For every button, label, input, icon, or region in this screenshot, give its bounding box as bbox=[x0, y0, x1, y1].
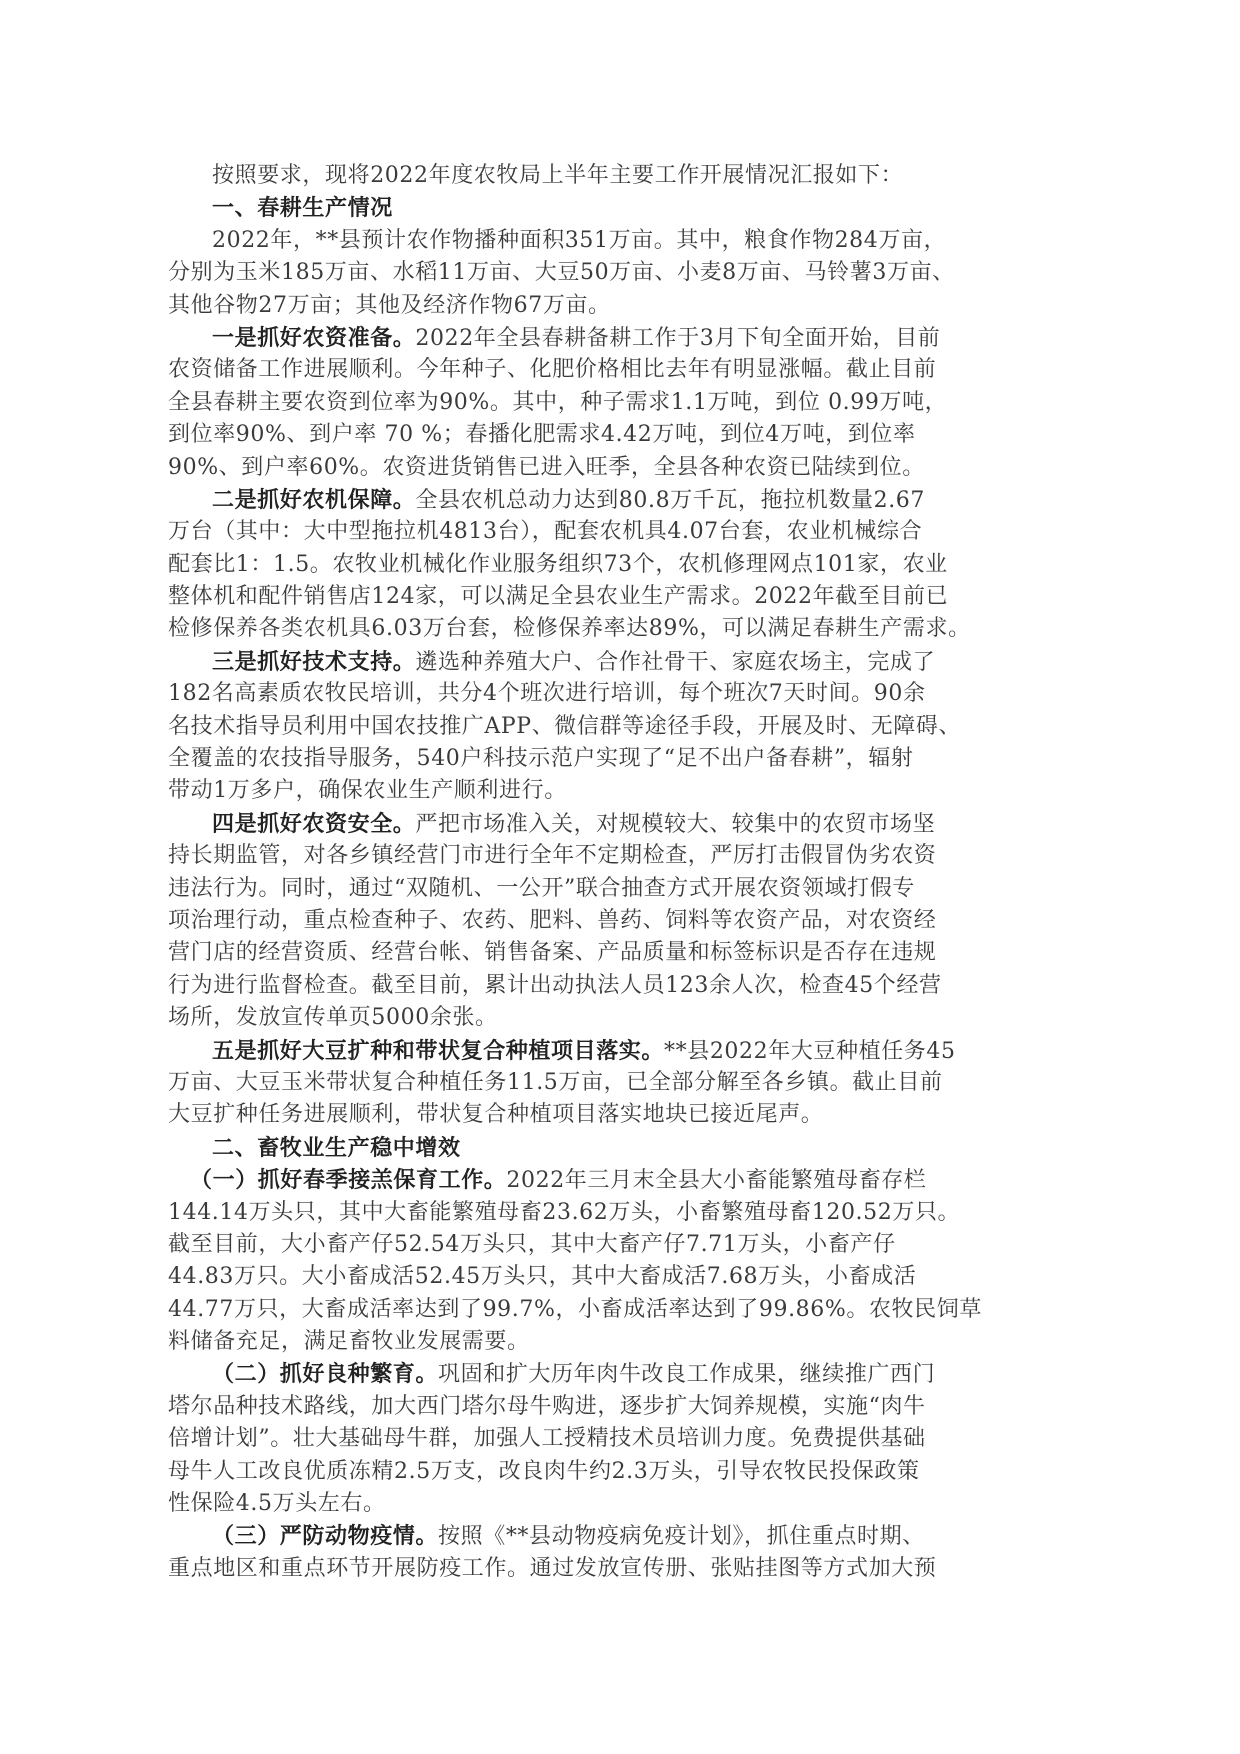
paragraph-lead: 二是抓好农机保障。 bbox=[212, 486, 416, 513]
overview-line: 分别为玉米185万亩、水稻11万亩、大豆50万亩、小麦8万亩、马铃薯3万亩、 bbox=[168, 260, 955, 286]
section-heading-livestock: 二、畜牧业生产稳中增效 bbox=[212, 1134, 461, 1161]
paragraph-line: 144.14万头只，其中大畜能繁殖母畜23.62万头，小畜繁殖母畜120.52万只。 bbox=[168, 1199, 961, 1225]
paragraph-text: 按照《**县动物疫病免疫计划》，抓住重点时期、 bbox=[438, 1524, 925, 1550]
paragraph-line: 营门店的经营资质、经营台帐、销售备案、产品质量和标签标识是否存在违规 bbox=[168, 940, 937, 966]
paragraph-line: 大豆扩种任务进展顺利，带状复合种植项目落实地块已接近尾声。 bbox=[168, 1102, 824, 1128]
paragraph-line: 带动1万多户，确保农业生产顺利进行。 bbox=[168, 778, 567, 804]
paragraph-breeding bbox=[168, 1358, 1048, 1390]
paragraph-line: 全县春耕主要农资到位率为90%。其中，种子需求1.1万吨，到位 0.99万吨， bbox=[168, 389, 948, 415]
paragraph-line: 料储备充足，满足畜牧业发展需要。 bbox=[168, 1329, 530, 1355]
paragraph-epidemic-prevention bbox=[168, 1520, 1048, 1552]
paragraph-line: 场所，发放宣传单页5000余张。 bbox=[168, 1005, 498, 1031]
paragraph-lead: （一）抓好春季接羔保育工作。 bbox=[190, 1167, 507, 1194]
paragraph-line: 塔尔品种技术路线，加大西门塔尔母牛购进，逐步扩大饲养规模，实施“肉牛 bbox=[168, 1393, 926, 1419]
paragraph-lead: （三）严防动物疫情。 bbox=[212, 1523, 439, 1550]
paragraph-line: 持长期监管，对各乡镇经营门市进行全年不定期检查，严厉打击假冒伪劣农资 bbox=[168, 843, 937, 869]
paragraph-line: 整体机和配件销售店124家，可以满足全县农业生产需求。2022年截至目前已 bbox=[168, 584, 949, 610]
paragraph-text: 遴选种养殖大户、合作社骨干、家庭农场主，完成了 bbox=[415, 649, 936, 675]
paragraph-text: 严把市场准入关，对规模较大、较集中的农贸市场坚 bbox=[415, 811, 936, 837]
paragraph-supply-safety bbox=[168, 808, 1048, 840]
paragraph-line: 配套比1：1.5。农牧业机械化作业服务组织73个，农机修理网点101家，农业 bbox=[168, 551, 948, 577]
paragraph-tech-support bbox=[168, 646, 1048, 678]
paragraph-line: 44.77万只，大畜成活率达到了99.7%，小畜成活率达到了99.86%。农牧民饲草 bbox=[168, 1296, 982, 1322]
section-heading-spring-farming: 一、春耕生产情况 bbox=[212, 195, 393, 222]
paragraph-text: 2022年全县春耕备耕工作于3月下旬全面开始，目前 bbox=[415, 325, 941, 351]
paragraph-line: 截至目前，大小畜产仔52.54万头只，其中大畜产仔7.71万头，小畜产仔 bbox=[168, 1231, 896, 1257]
paragraph-text: 全县农机总动力达到80.8万千瓦，拖拉机数量2.67 bbox=[415, 487, 925, 513]
paragraph-line: 万台（其中：大中型拖拉机4813台），配套农机具4.07台套，农业机械综合 bbox=[168, 519, 923, 545]
paragraph-line: 182名高素质农牧民培训，共分4个班次进行培训，每个班次7天时间。90余 bbox=[168, 681, 926, 707]
paragraph-line: 项治理行动，重点检查种子、农药、肥料、兽药、饲料等农资产品，对农资经 bbox=[168, 907, 937, 933]
intro-paragraph: 按照要求，现将2022年度农牧局上半年主要工作开展情况汇报如下： bbox=[212, 163, 904, 188]
overview-line: 2022年，**县预计农作物播种面积351万亩。其中，粮食作物284万亩， bbox=[212, 227, 947, 253]
paragraph-text: 2022年三月末全县大小畜能繁殖母畜存栏 bbox=[506, 1168, 927, 1194]
paragraph-line: 全覆盖的农技指导服务，540户科技示范户实现了“足不出户备春耕”，辐射 bbox=[168, 746, 914, 772]
paragraph-line: 名技术指导员利用中国农技推广APP、微信群等途径手段，开展及时、无障碍、 bbox=[168, 713, 962, 739]
paragraph-line: 违法行为。同时，通过“双随机、一公开”联合抽查方式开展农资领域打假专 bbox=[168, 875, 915, 901]
paragraph-agri-supplies bbox=[168, 322, 1048, 354]
paragraph-line: 44.83万只。大小畜成活52.45万头只，其中大畜成活7.68万头，小畜成活 bbox=[168, 1264, 917, 1290]
paragraph-soybean-planting bbox=[168, 1035, 1048, 1067]
overview-line: 其他谷物27万亩；其他及经济作物67万亩。 bbox=[168, 292, 611, 318]
paragraph-line: 万亩、大豆玉米带状复合种植任务11.5万亩，已全部分解至各乡镇。截止目前 bbox=[168, 1069, 943, 1095]
paragraph-lead: 一是抓好农资准备。 bbox=[212, 324, 416, 351]
paragraph-line: 行为进行监督检查。截至目前，累计出动执法人员123余人次，检查45个经营 bbox=[168, 972, 942, 998]
paragraph-lead: （二）抓好良种繁育。 bbox=[212, 1361, 439, 1388]
document-page bbox=[168, 160, 1048, 1585]
paragraph-machinery bbox=[168, 484, 1048, 516]
paragraph-line: 到位率90%、到户率 70 %；春播化肥需求4.42万吨，到位4万吨，到位率 bbox=[168, 422, 916, 448]
paragraph-line: 90%、到户率60%。农资进货销售已进入旺季，全县各种农资已陆续到位。 bbox=[168, 454, 925, 480]
paragraph-lead: 四是抓好农资安全。 bbox=[212, 810, 416, 837]
paragraph-line: 母牛人工改良优质冻精2.5万支，改良肉牛约2.3万头，引导农牧民投保政策 bbox=[168, 1458, 920, 1484]
paragraph-text: 巩固和扩大历年肉牛改良工作成果，继续推广西门 bbox=[438, 1362, 936, 1388]
paragraph-line: 性保险4.5万头左右。 bbox=[168, 1491, 386, 1517]
paragraph-line: 重点地区和重点环节开展防疫工作。通过发放宣传册、张贴挂图等方式加大预 bbox=[168, 1555, 937, 1581]
paragraph-lambing bbox=[168, 1164, 1048, 1196]
paragraph-text: **县2022年大豆种植任务45 bbox=[664, 1038, 956, 1064]
paragraph-lead: 三是抓好技术支持。 bbox=[212, 648, 416, 675]
paragraph-line: 农资储备工作进展顺利。今年种子、化肥价格相比去年有明显涨幅。截止目前 bbox=[168, 357, 937, 383]
paragraph-line: 倍增计划”。壮大基础母牛群，加强人工授精技术员培训力度。免费提供基础 bbox=[168, 1426, 926, 1452]
paragraph-lead: 五是抓好大豆扩种和带状复合种植项目落实。 bbox=[212, 1037, 665, 1064]
paragraph-line: 检修保养各类农机具6.03万台套，检修保养率达89%，可以满足春耕生产需求。 bbox=[168, 616, 971, 642]
